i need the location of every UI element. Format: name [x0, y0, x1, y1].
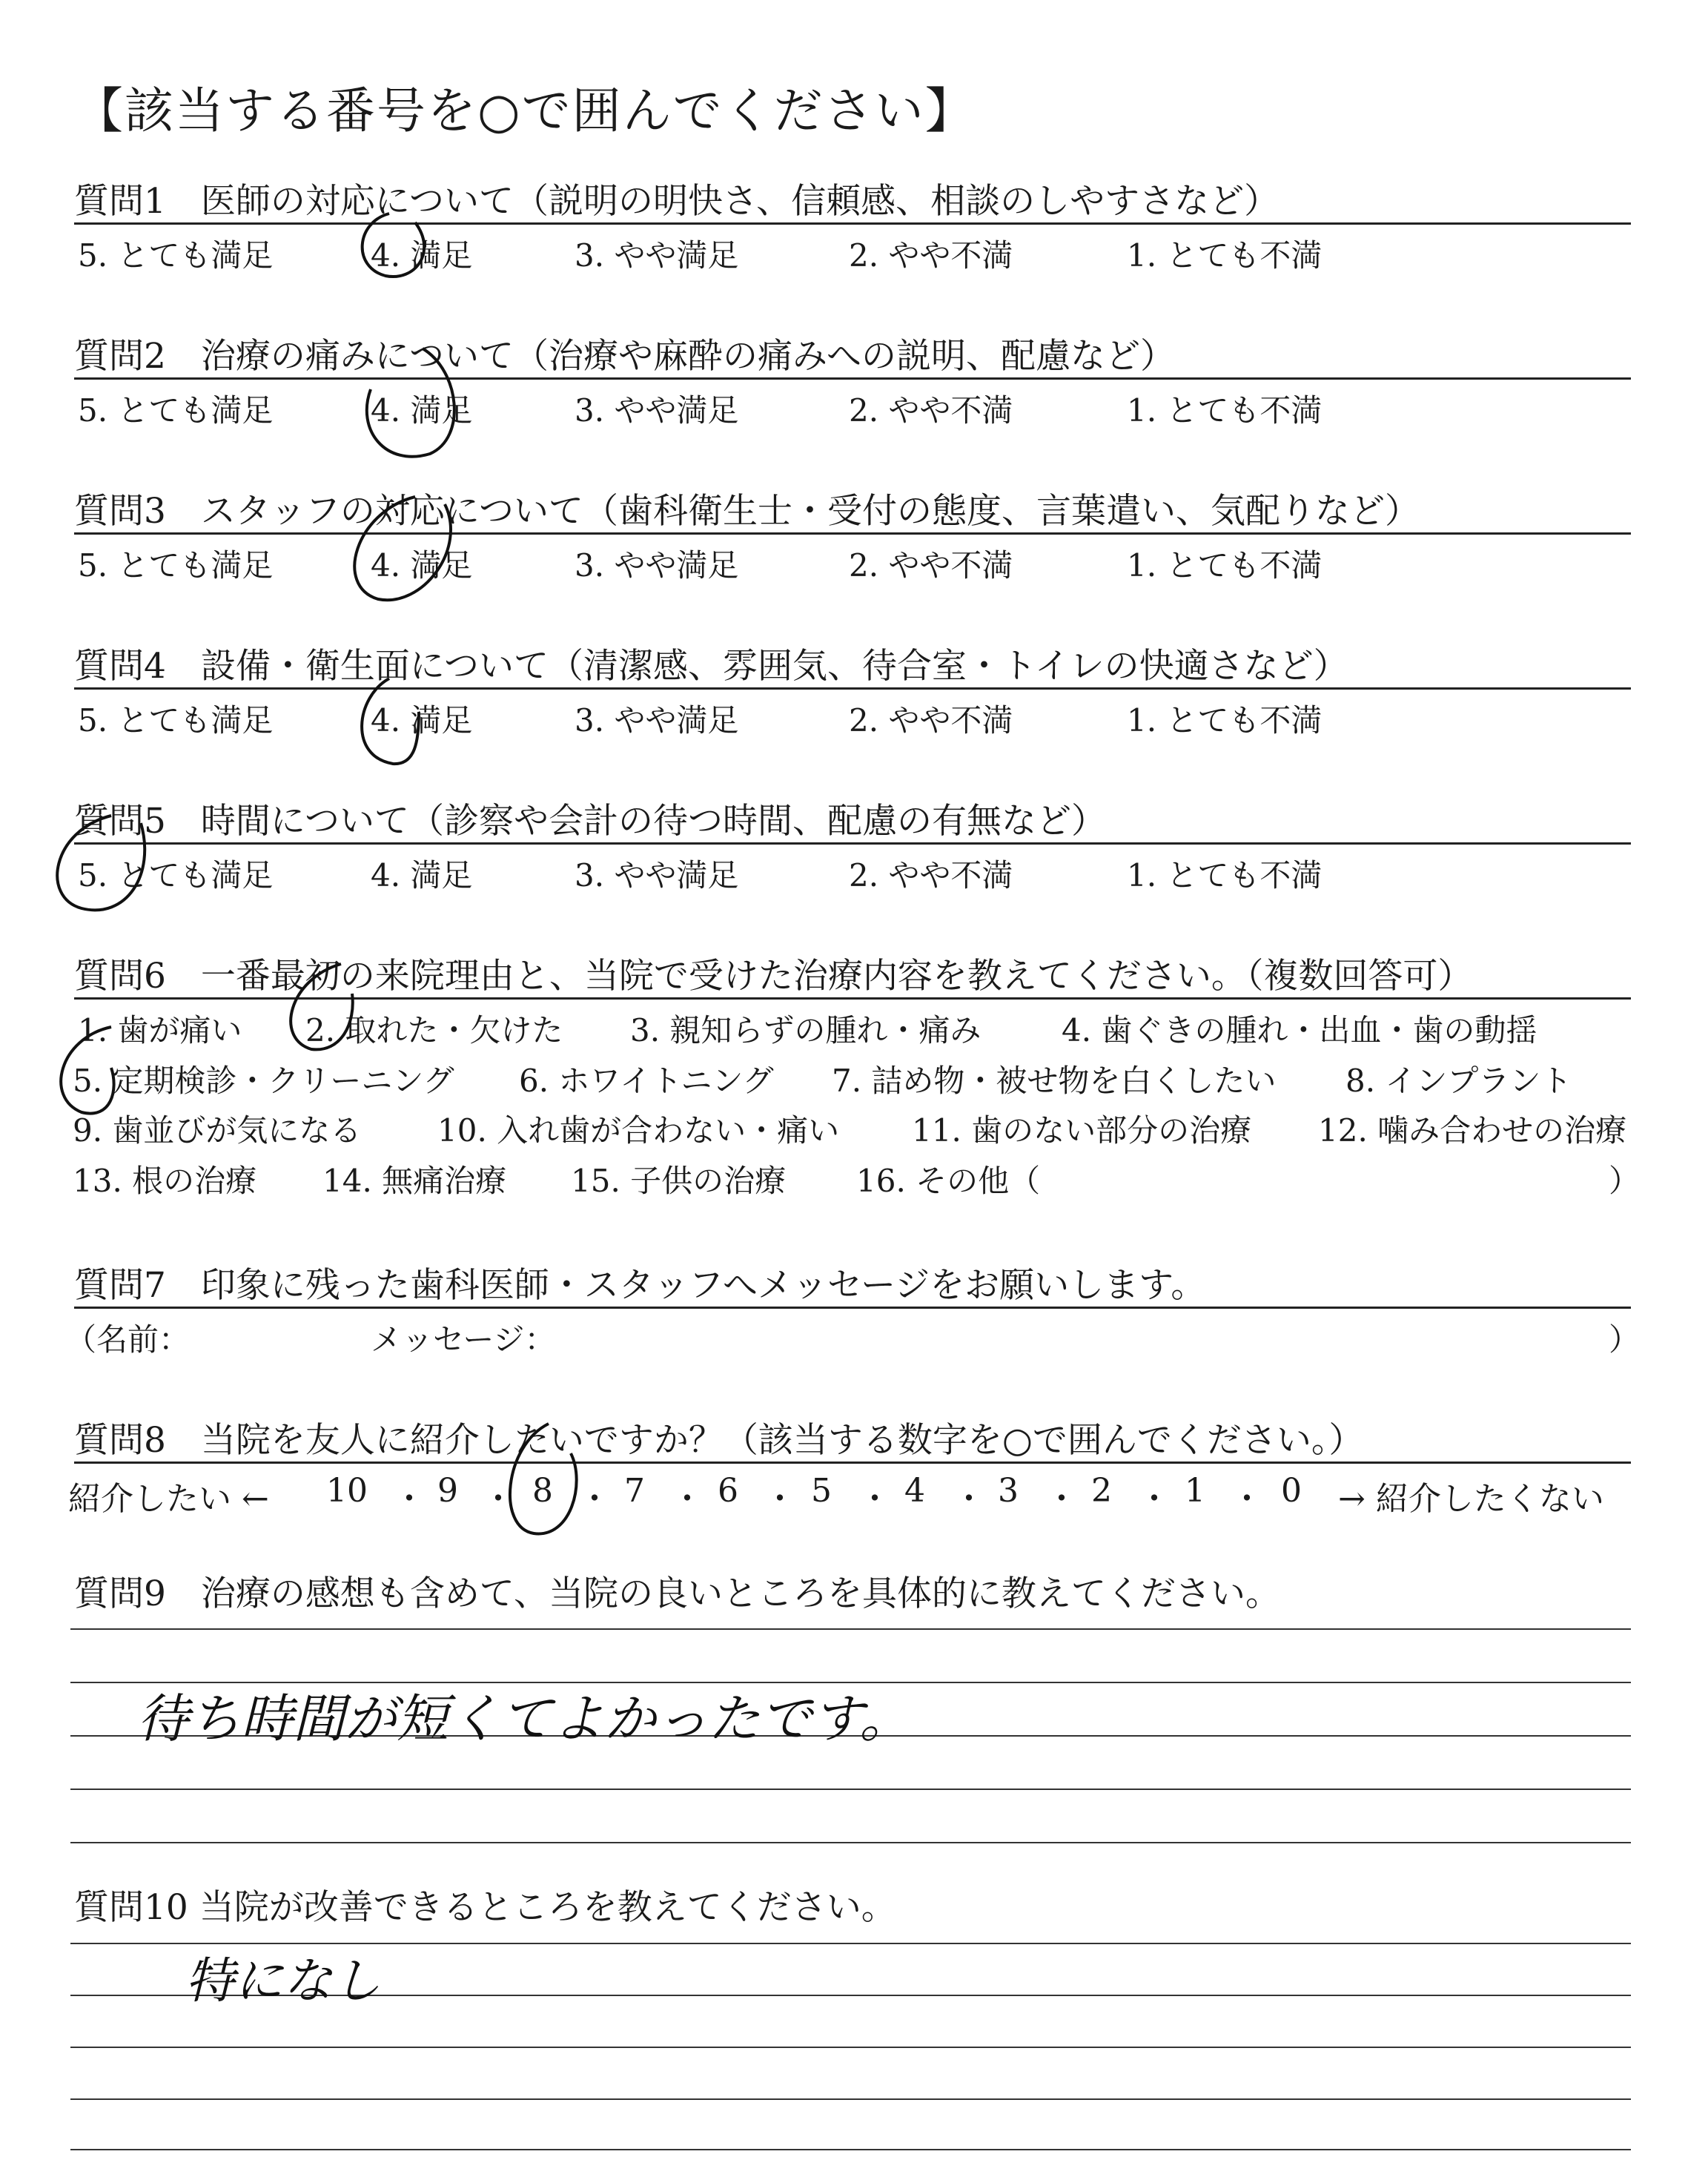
q9-title: 質問9 治療の感想も含めて、当院の良いところを具体的に教えてください。	[74, 1573, 1280, 1614]
q10-handwritten-answer[interactable]: 特になし	[185, 1952, 381, 2009]
q5-option-2[interactable]: 2. やや不満	[849, 857, 1013, 894]
q4-answer-circle	[362, 678, 419, 764]
q2-option-4[interactable]: 4. 満足	[371, 392, 473, 429]
q7-title: 質問7 印象に残った歯科医師・スタッフへメッセージをお願いします。	[74, 1265, 1206, 1306]
q8-left-label: 紹介したい ←	[68, 1480, 269, 1518]
q6-option-16[interactable]: 16. その他（	[856, 1163, 1041, 1199]
q8-dot: ・	[858, 1480, 891, 1518]
q7-name-label: （名前：	[65, 1321, 191, 1358]
q2-title: 質問2 治療の痛みについて（治療や麻酔の痛みへの説明、配慮など）	[74, 336, 1176, 377]
q3-option-2[interactable]: 2. やや不満	[849, 547, 1013, 584]
q8-dot: ・	[393, 1480, 426, 1518]
q8-dot: ・	[482, 1480, 514, 1518]
q3-option-1[interactable]: 1. とても不満	[1127, 547, 1323, 584]
q6-option-8[interactable]: 8. インプラント	[1345, 1063, 1572, 1099]
q6-option-15[interactable]: 15. 子供の治療	[571, 1163, 787, 1199]
q5-option-5[interactable]: 5. とても満足	[78, 857, 274, 894]
q9-handwritten-answer[interactable]: 待ち時間が短くてよかったです。	[137, 1688, 912, 1749]
q1-answer-circle	[363, 214, 425, 277]
q2-option-1[interactable]: 1. とても不満	[1127, 392, 1323, 429]
q8-dot: ・	[764, 1480, 796, 1518]
q1-option-5[interactable]: 5. とても満足	[78, 237, 274, 274]
q5-option-1[interactable]: 1. とても不満	[1127, 857, 1323, 894]
q6-option-7[interactable]: 7. 詰め物・被せ物を白くしたい	[832, 1063, 1277, 1099]
q8-dot: ・	[671, 1480, 704, 1518]
q4-option-2[interactable]: 2. やや不満	[849, 702, 1013, 739]
q1-title: 質問1 医師の対応について（説明の明快さ、信頼感、相談のしやすさなど）	[74, 181, 1280, 222]
q2-option-2[interactable]: 2. やや不満	[849, 392, 1013, 429]
q8-scale-0[interactable]: 0	[1281, 1472, 1302, 1510]
q8-dot: ・	[1045, 1480, 1078, 1518]
q6-answer-circle-2	[291, 964, 353, 1049]
q8-scale-4[interactable]: 4	[904, 1472, 925, 1510]
q8-scale-7[interactable]: 7	[624, 1472, 645, 1510]
q6-option-3[interactable]: 3. 親知らずの腫れ・痛み	[630, 1012, 982, 1048]
q5-option-3[interactable]: 3. やや満足	[575, 857, 739, 894]
q6-option-14[interactable]: 14. 無痛治療	[322, 1163, 507, 1199]
q5-answer-circle	[57, 816, 145, 910]
q8-scale-6[interactable]: 6	[718, 1472, 738, 1510]
q2-option-5[interactable]: 5. とても満足	[78, 392, 274, 429]
q8-scale-2[interactable]: 2	[1091, 1472, 1112, 1510]
q5-option-4[interactable]: 4. 満足	[371, 857, 473, 894]
q1-option-3[interactable]: 3. やや満足	[575, 237, 739, 274]
q8-scale-3[interactable]: 3	[998, 1472, 1019, 1510]
q8-scale-10[interactable]: 10	[326, 1472, 368, 1510]
q6-option-9[interactable]: 9. 歯並びが気になる	[73, 1112, 362, 1149]
q4-title: 質問4 設備・衛生面について（清潔感、雰囲気、待合室・トイレの快適さなど）	[74, 646, 1348, 687]
q6-option-11[interactable]: 11. 歯のない部分の治療	[912, 1112, 1252, 1149]
q8-right-label: → 紹介したくない	[1338, 1480, 1604, 1518]
q6-option-1[interactable]: 1. 歯が痛い	[78, 1012, 242, 1048]
q8-title: 質問8 当院を友人に紹介したいですか？（該当する数字を○で囲んでください。）	[74, 1420, 1364, 1461]
q4-option-3[interactable]: 3. やや満足	[575, 702, 739, 739]
q1-option-4[interactable]: 4. 満足	[371, 237, 473, 274]
q3-option-4[interactable]: 4. 満足	[371, 547, 473, 584]
q5-title: 質問5 時間について（診察や会計の待つ時間、配慮の有無など）	[74, 801, 1106, 842]
q10-title: 質問10 当院が改善できるところを教えてください。	[74, 1887, 896, 1928]
q6-title: 質問6 一番最初の来院理由と、当院で受けた治療内容を教えてください。（複数回答可）	[74, 956, 1473, 997]
q2-option-3[interactable]: 3. やや満足	[575, 392, 739, 429]
q6-option-16-close: ）	[1609, 1163, 1641, 1199]
q7-close-paren: ）	[1609, 1321, 1641, 1358]
q4-option-1[interactable]: 1. とても不満	[1127, 702, 1323, 739]
q6-option-12[interactable]: 12. 噛み合わせの治療	[1318, 1112, 1627, 1149]
q8-dot: ・	[1138, 1480, 1171, 1518]
form-header: 【該当する番号を○で囲んでください】	[74, 82, 976, 139]
q8-dot: ・	[1231, 1480, 1263, 1518]
q6-option-2[interactable]: 2. 取れた・欠けた	[305, 1012, 563, 1048]
q3-option-5[interactable]: 5. とても満足	[78, 547, 274, 584]
q8-scale-5[interactable]: 5	[811, 1472, 832, 1510]
q6-option-10[interactable]: 10. 入れ歯が合わない・痛い	[437, 1112, 840, 1149]
q1-option-2[interactable]: 2. やや不満	[849, 237, 1013, 274]
q3-option-3[interactable]: 3. やや満足	[575, 547, 739, 584]
q8-scale-1[interactable]: 1	[1185, 1472, 1205, 1510]
q7-message-label: メッセージ：	[371, 1321, 556, 1358]
q8-scale-8[interactable]: 8	[532, 1472, 553, 1510]
q6-option-13[interactable]: 13. 根の治療	[73, 1163, 257, 1199]
q6-option-6[interactable]: 6. ホワイトニング	[519, 1063, 774, 1099]
q6-answer-circle-5	[61, 1027, 113, 1114]
q4-option-5[interactable]: 5. とても満足	[78, 702, 274, 739]
q4-option-4[interactable]: 4. 満足	[371, 702, 473, 739]
q8-dot: ・	[578, 1480, 611, 1518]
q8-scale-9[interactable]: 9	[437, 1472, 458, 1510]
q6-option-4[interactable]: 4. 歯ぐきの腫れ・出血・歯の動揺	[1062, 1012, 1537, 1048]
q3-title: 質問3 スタッフの対応について（歯科衛生士・受付の態度、言葉遣い、気配りなど）	[74, 491, 1420, 532]
q8-dot: ・	[953, 1480, 985, 1518]
q1-option-1[interactable]: 1. とても不満	[1127, 237, 1323, 274]
q8-answer-circle	[510, 1424, 577, 1533]
q3-answer-circle	[354, 497, 451, 600]
q2-answer-circle	[367, 349, 454, 457]
q6-option-5[interactable]: 5. 定期検診・クリーニング	[73, 1063, 454, 1099]
